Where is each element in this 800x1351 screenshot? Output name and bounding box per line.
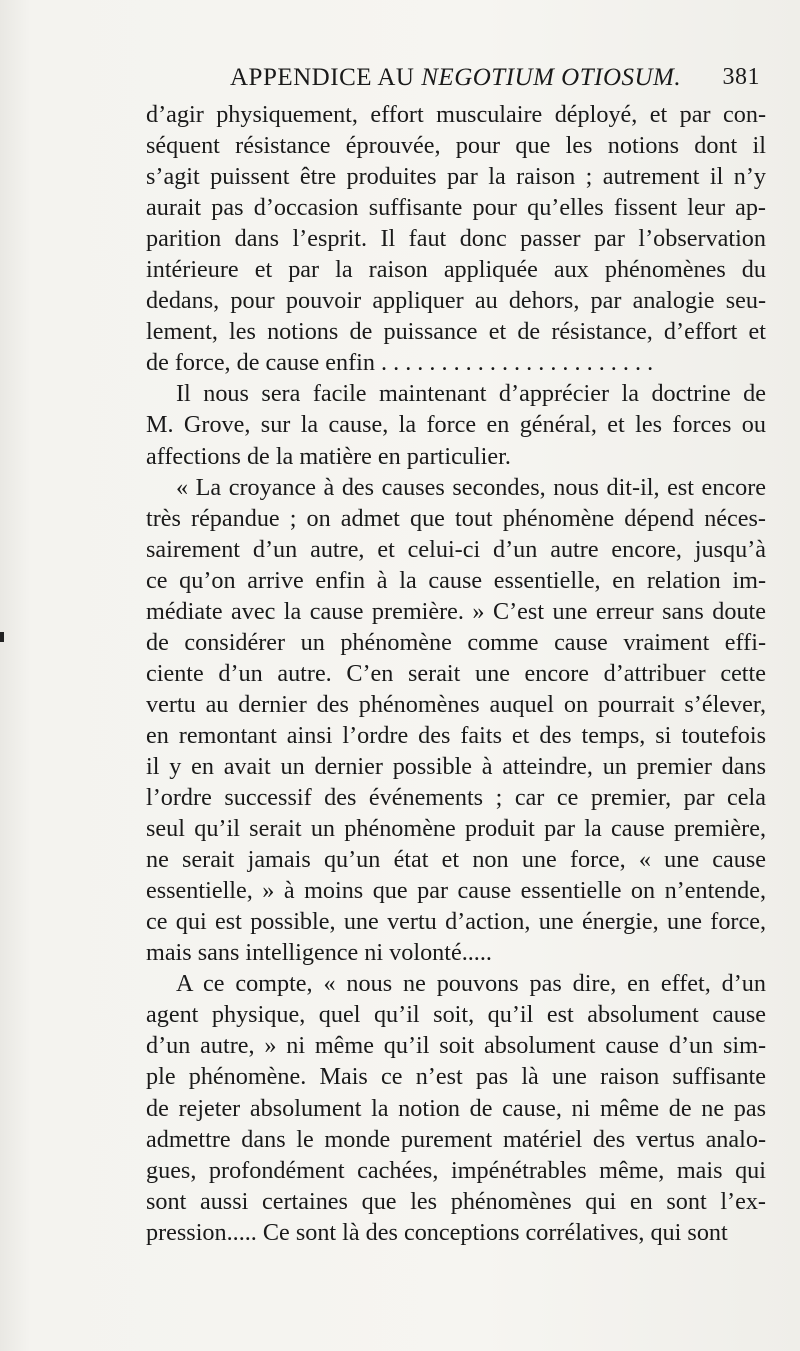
text-line: vertu au dernier des phénomènes auquel on pourrait s’élever, — [146, 690, 766, 718]
text-line: l’ordre successif des événements ; car ce premier, par cela — [146, 784, 766, 812]
text-line: de considérer un phénomène comme cause vraiment effi- — [146, 628, 766, 656]
text-line: intérieure et par la raison appliquée aux phénomènes du — [146, 256, 766, 284]
text-line: aurait pas d’occasion suffisante pour qu’elles fissent leur ap- — [146, 194, 766, 222]
text-line: agent physique, quel qu’il soit, qu’il est absolument cause — [146, 1001, 766, 1029]
text-line: pression..... Ce sont là des conceptions corrélatives, qui sont — [146, 1218, 728, 1246]
text-line: sairement d’un autre, et celui-ci d’un autre encore, jusqu’à — [146, 535, 766, 563]
text-line: d’agir physiquement, effort musculaire déployé, et par con- — [146, 101, 766, 128]
text-line: mais sans intelligence ni volonté..... — [146, 939, 492, 967]
paragraph — [146, 472, 766, 969]
running-header — [150, 64, 760, 98]
paragraph — [146, 378, 766, 471]
text-line: d’un autre, » ni même qu’il soit absolument cause d’un sim- — [146, 1032, 766, 1060]
text-line: s’agit puissent être produites par la raison ; autrement il n’y — [146, 163, 766, 191]
paragraph — [146, 968, 766, 1247]
text-line: de force, de cause enfin . . . . . . . . . . . . . . . . . . . . . . . — [146, 349, 654, 377]
paragraph — [146, 99, 766, 378]
text-line: affections de la matière en particulier. — [146, 442, 511, 470]
text-line: très répandue ; on admet que tout phénomène dépend néces- — [146, 504, 766, 532]
text-line: essentielle, » à moins que par cause essentielle on n’entende, — [146, 877, 766, 905]
text-line: médiate avec la cause première. » C’est une erreur sans doute — [146, 597, 766, 625]
text-line: lement, les notions de puissance et de résistance, d’effort et — [146, 318, 766, 346]
text-line: parition dans l’esprit. Il faut donc passer par l’observation — [146, 225, 766, 253]
text-line: en remontant ainsi l’ordre des faits et des temps, si toutefois — [146, 721, 766, 749]
text-line: ce qu’on arrive enfin à la cause essentielle, en relation im- — [146, 566, 766, 594]
text-line: séquent résistance éprouvée, pour que les notions dont il — [146, 132, 766, 160]
text-line: M. Grove, sur la cause, la force en général, et les forces ou — [146, 411, 766, 439]
body-text — [146, 99, 766, 1248]
text-line: ne serait jamais qu’un état et non une force, « une cause — [146, 846, 766, 874]
text-line: Il nous sera facile maintenant d’apprécier la doctrine de — [176, 380, 766, 408]
text-line: dedans, pour pouvoir appliquer au dehors, par analogie seu- — [146, 287, 766, 315]
running-title-prefix: APPENDICE AU — [230, 64, 422, 91]
text-line: ciente d’un autre. C’en serait une encore d’attribuer cette — [146, 659, 766, 687]
margin-mark — [0, 632, 4, 642]
text-line: de rejeter absolument la notion de cause, ni même de ne pas — [146, 1094, 766, 1122]
text-line: seul qu’il serait un phénomène produit par la cause première, — [146, 815, 766, 843]
running-title — [230, 64, 681, 92]
text-line: A ce compte, « nous ne pouvons pas dire, en effet, d’un — [176, 970, 766, 998]
text-line: il y en avait un dernier possible à atteindre, un premier dans — [146, 752, 766, 780]
text-line: ce qui est possible, une vertu d’action, une énergie, une force, — [146, 908, 766, 936]
page-number: 381 — [722, 64, 760, 90]
running-title-italic: NEGOTIUM OTIOSUM. — [421, 64, 682, 91]
text-line: admettre dans le monde purement matériel des vertus analo- — [146, 1125, 766, 1153]
text-line: gues, profondément cachées, impénétrables même, mais qui — [146, 1156, 766, 1184]
text-line: sont aussi certaines que les phénomènes qui en sont l’ex- — [146, 1187, 766, 1215]
text-line: « La croyance à des causes secondes, nous dit-il, est encore — [176, 473, 766, 501]
text-line: ple phénomène. Mais ce n’est pas là une raison suffisante — [146, 1063, 766, 1091]
